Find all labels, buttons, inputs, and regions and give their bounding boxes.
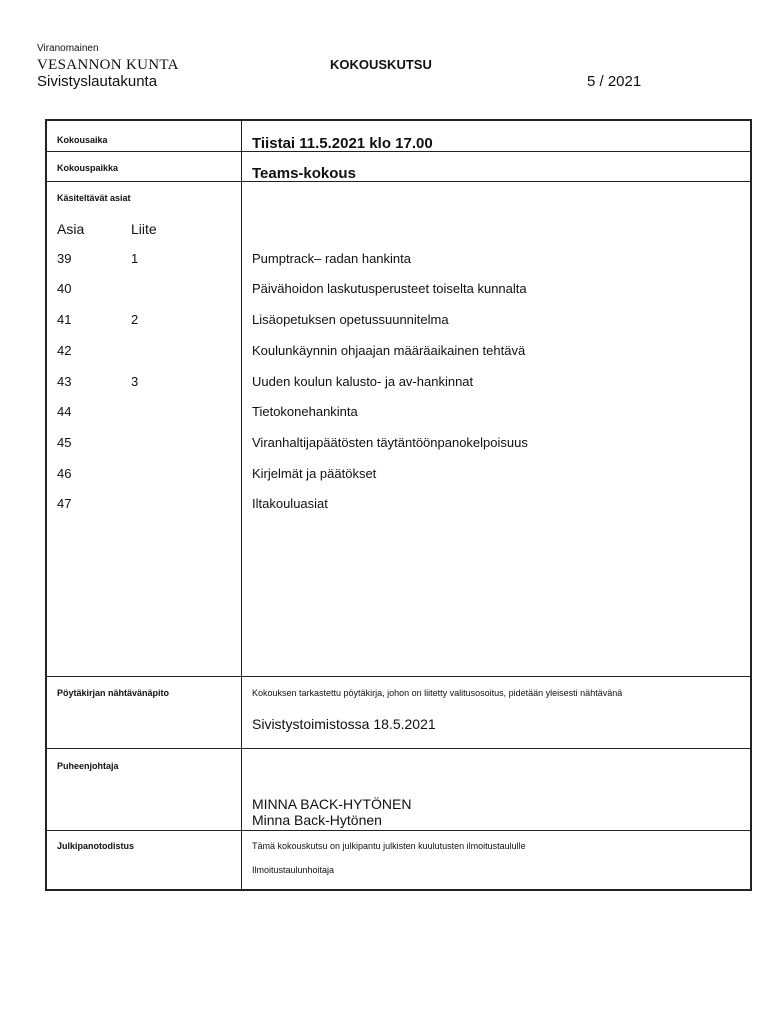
publication-text: Tämä kokouskutsu on julkipantu julkisten kuulutusten ilmoitustaululle — [252, 841, 526, 851]
agenda-item-number: 39 — [57, 251, 72, 266]
agenda-item-title: Pumptrack– radan hankinta — [252, 251, 411, 266]
chair-name-upper: MINNA BACK-HYTÖNEN — [252, 796, 412, 812]
column-header-asia: Asia — [57, 221, 85, 237]
chair-name: Minna Back-Hytönen — [252, 812, 382, 828]
publication-role: Ilmoitustaulunhoitaja — [252, 865, 335, 875]
column-header-liite: Liite — [131, 221, 157, 237]
agenda-item-title: Kirjelmät ja päätökset — [252, 466, 377, 481]
agenda-item-attachment: 3 — [131, 374, 139, 389]
agenda-item-number: 43 — [57, 374, 72, 389]
chair-label: Puheenjohtaja — [57, 761, 119, 771]
document-number: 5 / 2021 — [587, 73, 642, 90]
column-divider — [241, 121, 242, 889]
agenda-item-number: 42 — [57, 343, 72, 358]
agenda-item-title: Tietokonehankinta — [252, 404, 358, 419]
meeting-place-value: Teams-kokous — [252, 165, 356, 182]
agenda-item-title: Viranhaltijapäätösten täytäntöönpanokelpoisuus — [252, 435, 528, 450]
minutes-display-note: Kokouksen tarkastettu pöytäkirja, johon on liitetty valitusosoitus, pidetään yleisesti nähtävänä — [252, 688, 623, 698]
agenda-item-number: 41 — [57, 312, 72, 327]
row-divider — [47, 748, 750, 749]
agenda-item-number: 45 — [57, 435, 72, 450]
agenda-item-title: Lisäopetuksen opetussuunnitelma — [252, 312, 449, 327]
meeting-time-label: Kokousaika — [57, 135, 108, 145]
authority-label: Viranomainen — [37, 43, 99, 54]
agenda-item-title: Koulunkäynnin ohjaajan määräaikainen tehtävä — [252, 343, 526, 358]
meeting-invitation-table — [45, 119, 752, 891]
meeting-place-label: Kokouspaikka — [57, 163, 119, 173]
agenda-item-attachment: 2 — [131, 312, 139, 327]
minutes-display-label: Pöytäkirjan nähtävänäpito — [57, 688, 170, 698]
agenda-label: Käsiteltävät asiat — [57, 193, 131, 203]
agenda-item-title: Iltakouluasiat — [252, 496, 328, 511]
agenda-item-number: 40 — [57, 281, 72, 296]
minutes-display-place-date: Sivistystoimistossa 18.5.2021 — [252, 716, 436, 732]
agenda-item-number: 46 — [57, 466, 72, 481]
row-divider — [47, 181, 750, 182]
row-divider — [47, 830, 750, 831]
document-title: KOKOUSKUTSU — [330, 57, 432, 72]
agenda-item-number: 44 — [57, 404, 72, 419]
agenda-item-title: Uuden koulun kalusto- ja av-hankinnat — [252, 374, 474, 389]
row-divider — [47, 676, 750, 677]
agenda-item-attachment: 1 — [131, 251, 139, 266]
agenda-item-title: Päivähoidon laskutusperusteet toiselta kunnalta — [252, 281, 527, 296]
municipality-name: VESANNON KUNTA — [37, 57, 179, 73]
publication-label: Julkipanotodistus — [57, 841, 135, 851]
board-name: Sivistyslautakunta — [37, 73, 158, 90]
agenda-item-number: 47 — [57, 496, 72, 511]
meeting-time-value: Tiistai 11.5.2021 klo 17.00 — [252, 135, 433, 152]
